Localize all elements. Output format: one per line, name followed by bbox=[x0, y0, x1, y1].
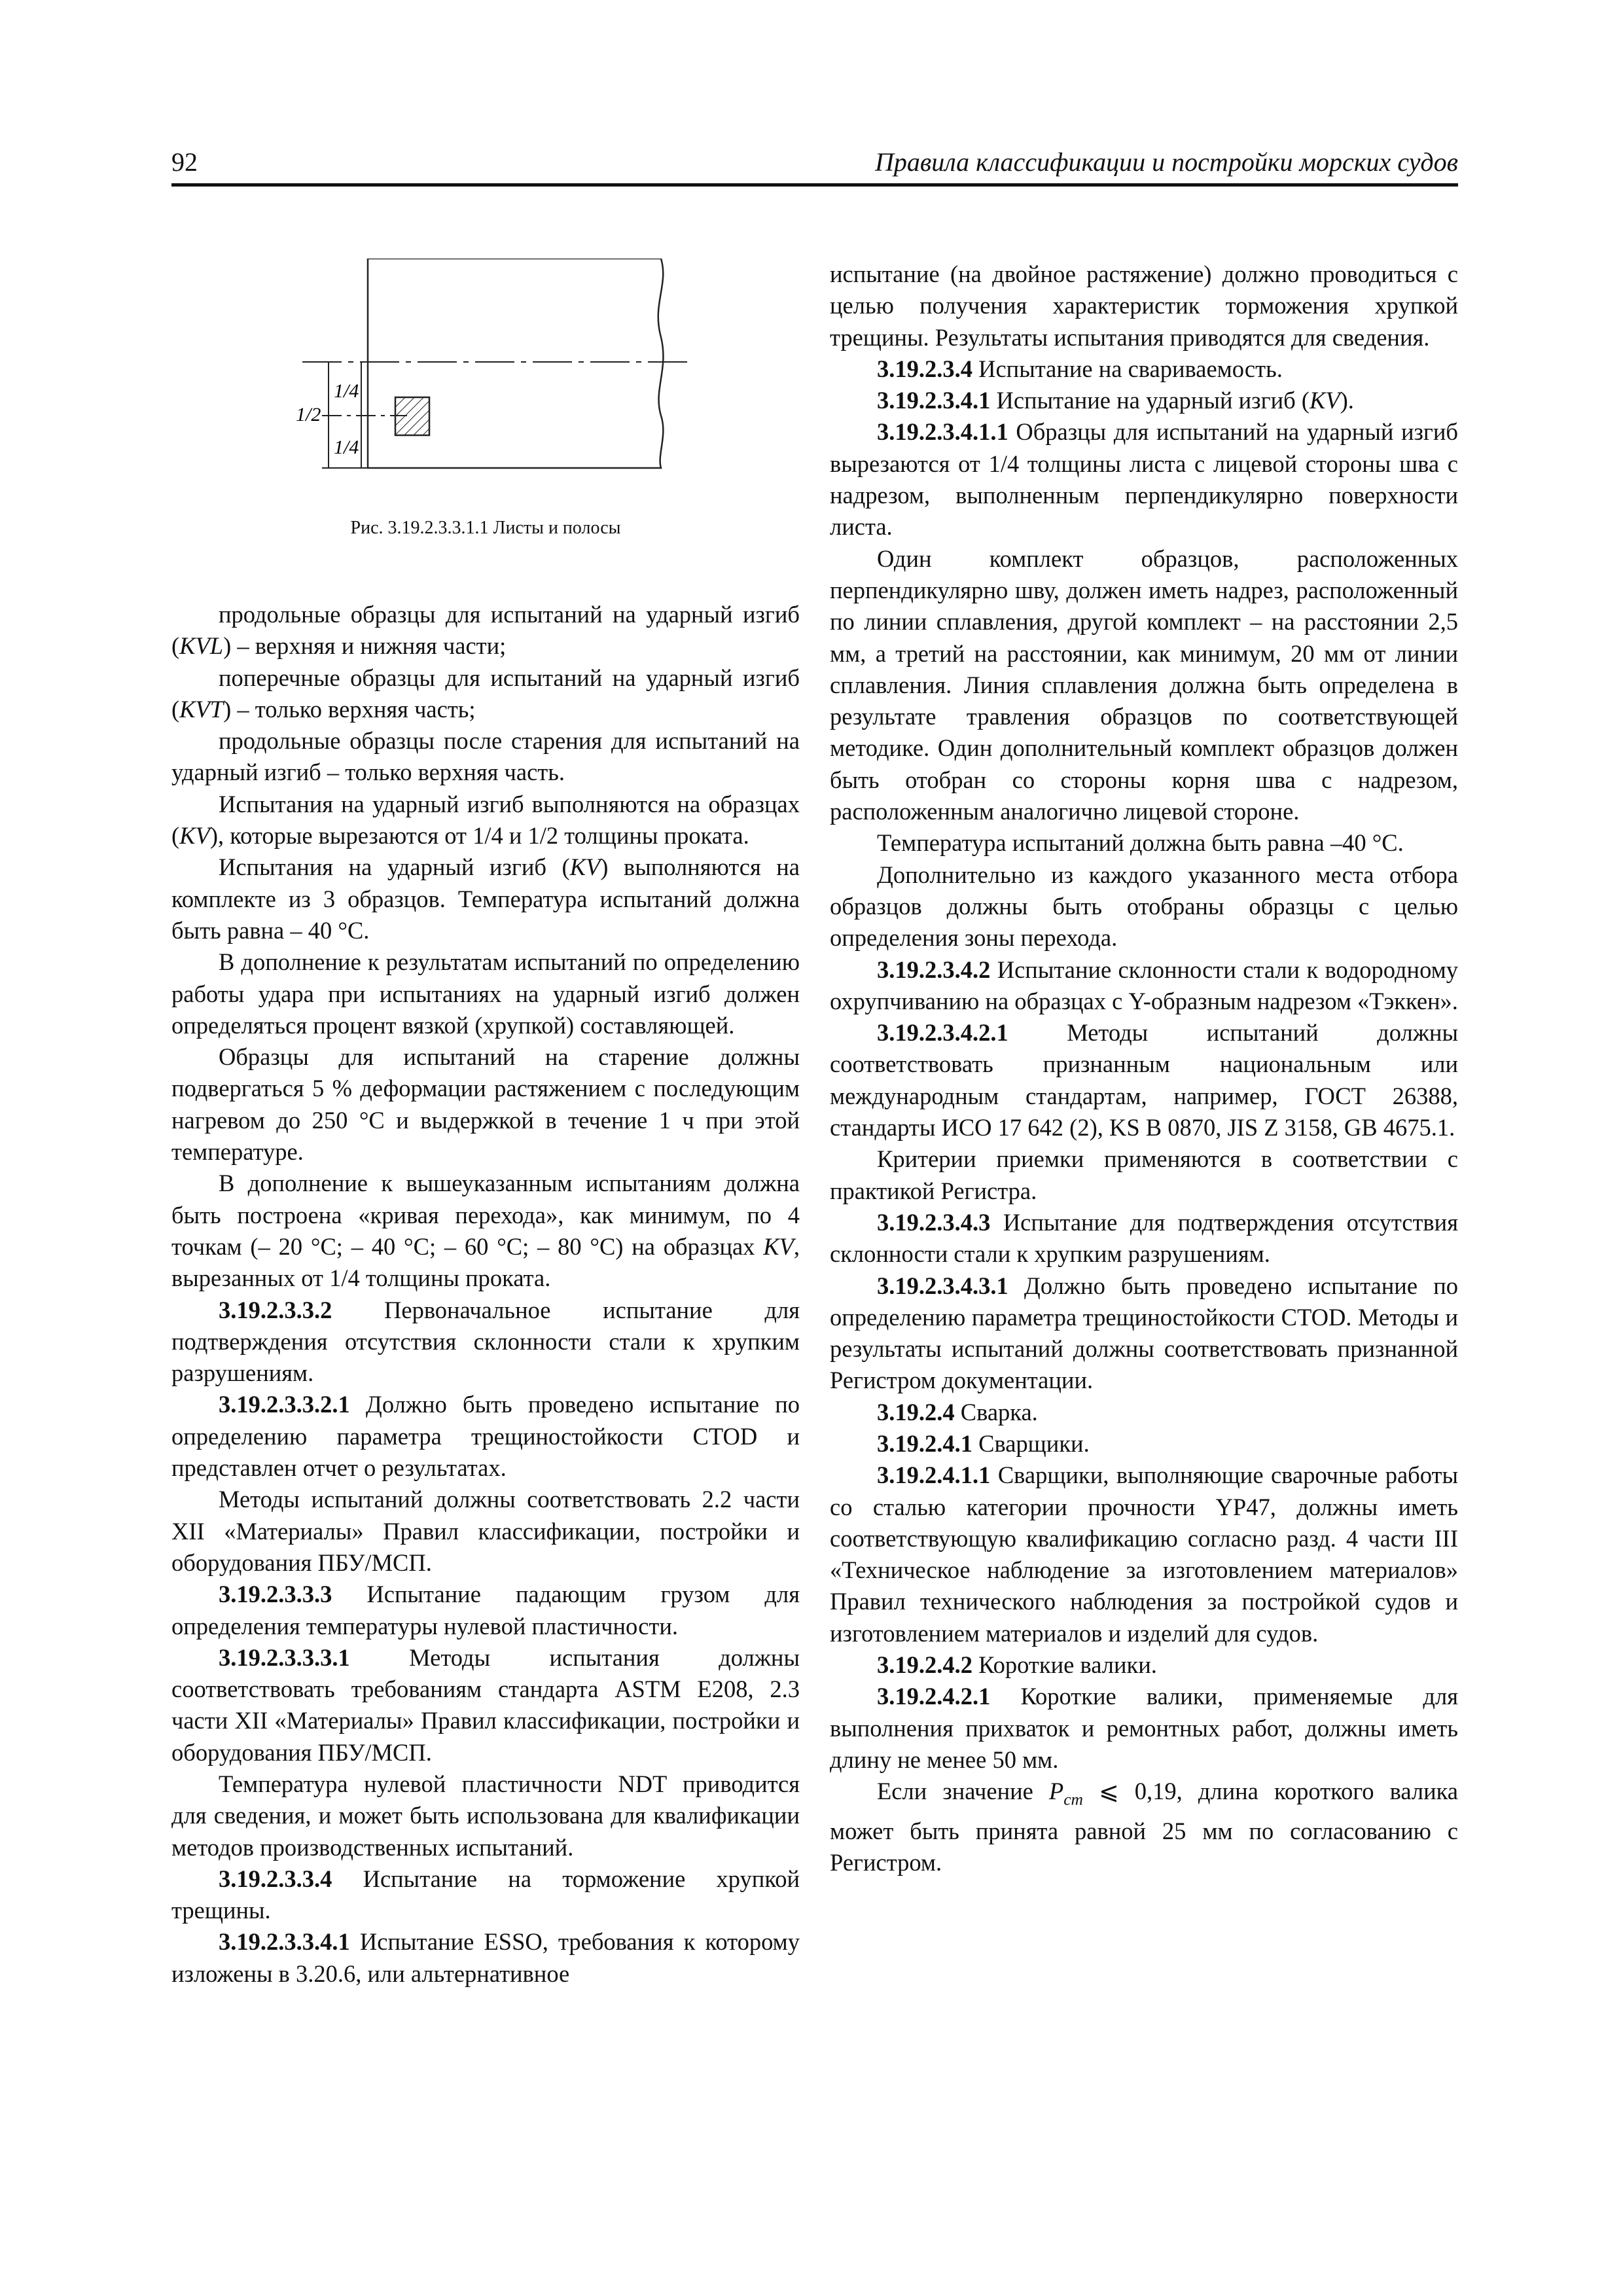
paragraph: продольные образцы для испытаний на ударный изгиб (KVL) – верхняя и нижняя части; bbox=[171, 601, 800, 660]
section-paragraph: 3.19.2.3.3.4.1 Испытание ESSO, требования к которому изложены в 3.20.6, или альтернативное bbox=[171, 1928, 800, 1987]
specimen bbox=[395, 397, 429, 435]
section-paragraph: 3.19.2.3.4.1 Испытание на ударный изгиб (KV). bbox=[877, 387, 1354, 414]
section-paragraph: 3.19.2.3.3.2 Первоначальное испытание для подтверждения отсутствия склонности стали к хрупким разрушениям. bbox=[171, 1296, 800, 1387]
paragraph: Температура испытаний должна быть равна –40 °С. bbox=[877, 829, 1404, 857]
section-paragraph: 3.19.2.4.1.1 Сварщики, выполняющие сварочные работы со сталью категории прочности YP47, должны иметь соответствующую квалификацию согласно разд. 4 части III «Техническое наблюдение за изготовлением материалов» Правил технического наблюдения за постройкой судов и изготовлением материалов и изделий для судов. bbox=[830, 1462, 1458, 1647]
paragraph: Если значение $P_{cm}$ ⩽ 0,19, длина короткого валика может быть принята равной 25 мм по согласованию с Регистром. bbox=[830, 1778, 1458, 1876]
paragraph: Испытания на ударный изгиб (KV) выполняются на комплекте из 3 образцов. Температура испытаний должна быть равна – 40 °С. bbox=[171, 853, 800, 944]
section-paragraph: 3.19.2.4.1 Сварщики. bbox=[877, 1429, 1090, 1457]
plate-outline bbox=[368, 259, 663, 468]
paragraph: В дополнение к вышеуказанным испытаниям должна быть построена «кривая перехода», как минимум, по 4 точкам (– 20 °С; – 40 °С; – 60 °С; – 80 °С) на образцах KV, вырезанных от 1/4 толщины проката. bbox=[171, 1170, 800, 1292]
figure-caption: Рис. 3.19.2.3.3.1.1 Листы и полосы bbox=[350, 518, 621, 538]
paragraph: Температура нулевой пластичности NDT приводится для сведения, и может быть использована для квалификации методов производственных испытаний. bbox=[171, 1770, 800, 1861]
paragraph: Дополнительно из каждого указанного места отбора образцов должны быть отобраны образцы с целью определения зоны перехода. bbox=[830, 861, 1458, 952]
paragraph: испытание (на двойное растяжение) должно проводиться с целью получения характеристик торможения хрупкой трещины. Результаты испытания приводятся для сведения. bbox=[830, 260, 1458, 351]
section-paragraph: 3.19.2.3.3.2.1 Должно быть проведено испытание по определению параметра трещиностойкости CTOD и представлен отчет о результатах. bbox=[171, 1391, 800, 1482]
paragraph: Один комплект образцов, расположенных перпендикулярно шву, должен иметь надрез, расположенный по линии сплавления, другой комплект – на расстоянии 2,5 мм, а третий на расстоянии, как минимум, 20 мм от линии сплавления. Линия сплавления должна быть определена в результате травления образцов по соответствующей методике. Один дополнительный комплект образцов должен быть отобран со стороны корня шва с надрезом, расположенным аналогично лицевой стороне. bbox=[830, 545, 1458, 825]
paragraph: Критерии приемки применяются в соответствии с практикой Регистра. bbox=[830, 1145, 1458, 1204]
page-header bbox=[171, 145, 1458, 187]
section-paragraph: 3.19.2.3.4 Испытание на свариваемость. bbox=[877, 355, 1283, 382]
left-column bbox=[171, 259, 800, 1990]
paragraph: В дополнение к результатам испытаний по определению работы удара при испытаниях на ударный изгиб должен определяться процент вязкой (хрупкой) составляющей. bbox=[171, 948, 800, 1039]
section-paragraph: 3.19.2.3.4.2.1 Методы испытаний должны соответствовать признанным национальным или международным стандартам, например, ГОСТ 26388, стандарты ИСО 17 642 (2), KS B 0870, JIS Z 3158, GB 4675.1. bbox=[830, 1019, 1458, 1141]
section-paragraph: 3.19.2.3.3.3.1 Методы испытания должны соответствовать требованиям стандарта ASTM E208, 2.3 части XII «Материалы» Правил классификации, постройки и оборудования ПБУ/МСП. bbox=[171, 1643, 800, 1766]
plate-diagram bbox=[257, 259, 754, 507]
page-number: 92 bbox=[171, 147, 198, 177]
section-paragraph: 3.19.2.3.4.3 Испытание для подтверждения отсутствия склонности стали к хрупким разрушениям. bbox=[830, 1208, 1458, 1268]
section-paragraph: 3.19.2.4.2 Короткие валики. bbox=[877, 1651, 1157, 1679]
label-half: 1/2 bbox=[296, 404, 321, 425]
paragraph: Образцы для испытаний на старение должны подвергаться 5 % деформации растяжением с последующим нагревом до 250 °С и выдержкой в течение 1 ч при этой температуре. bbox=[171, 1043, 800, 1166]
right-column bbox=[830, 259, 1458, 1878]
figure-plates bbox=[171, 259, 800, 599]
paragraph: поперечные образцы для испытаний на ударный изгиб (KVT) – только верхняя часть; bbox=[171, 664, 800, 723]
section-paragraph: 3.19.2.3.4.3.1 Должно быть проведено испытание по определению параметра трещиностойкости CTOD. Методы и результаты испытаний должны соответствовать признанной Регистром документации. bbox=[830, 1272, 1458, 1394]
section-paragraph: 3.19.2.3.3.3 Испытание падающим грузом для определения температуры нулевой пластичности. bbox=[171, 1581, 800, 1640]
section-paragraph: 3.19.2.3.3.4 Испытание на торможение хрупкой трещины. bbox=[171, 1865, 800, 1924]
paragraph: Методы испытаний должны соответствовать 2.2 части XII «Материалы» Правил классификации, постройки и оборудования ПБУ/МСП. bbox=[171, 1486, 800, 1576]
section-paragraph: 3.19.2.3.4.2 Испытание склонности стали к водородному охрупчиванию на образцах с Y-образным надрезом «Тэккен». bbox=[830, 956, 1458, 1014]
running-title: Правила классификации и постройки морских судов bbox=[874, 147, 1458, 177]
section-paragraph: 3.19.2.3.4.1.1 Образцы для испытаний на ударный изгиб вырезаются от 1/4 толщины листа с лицевой стороны шва с надрезом, выполненным перпендикулярно поверхности листа. bbox=[830, 418, 1458, 541]
label-quarter-bottom: 1/4 bbox=[334, 437, 359, 458]
label-quarter-top: 1/4 bbox=[334, 380, 359, 402]
paragraph: продольные образцы после старения для испытаний на ударный изгиб – только верхняя часть. bbox=[171, 727, 800, 786]
section-paragraph: 3.19.2.4.2.1 Короткие валики, применяемые для выполнения прихваток и ремонтных работ, должны иметь длину не менее 50 мм. bbox=[830, 1683, 1458, 1773]
section-paragraph: 3.19.2.4 Сварка. bbox=[877, 1398, 1038, 1426]
paragraph: Испытания на ударный изгиб выполняются на образцах (KV), которые вырезаются от 1/4 и 1/2 толщины проката. bbox=[171, 790, 800, 850]
